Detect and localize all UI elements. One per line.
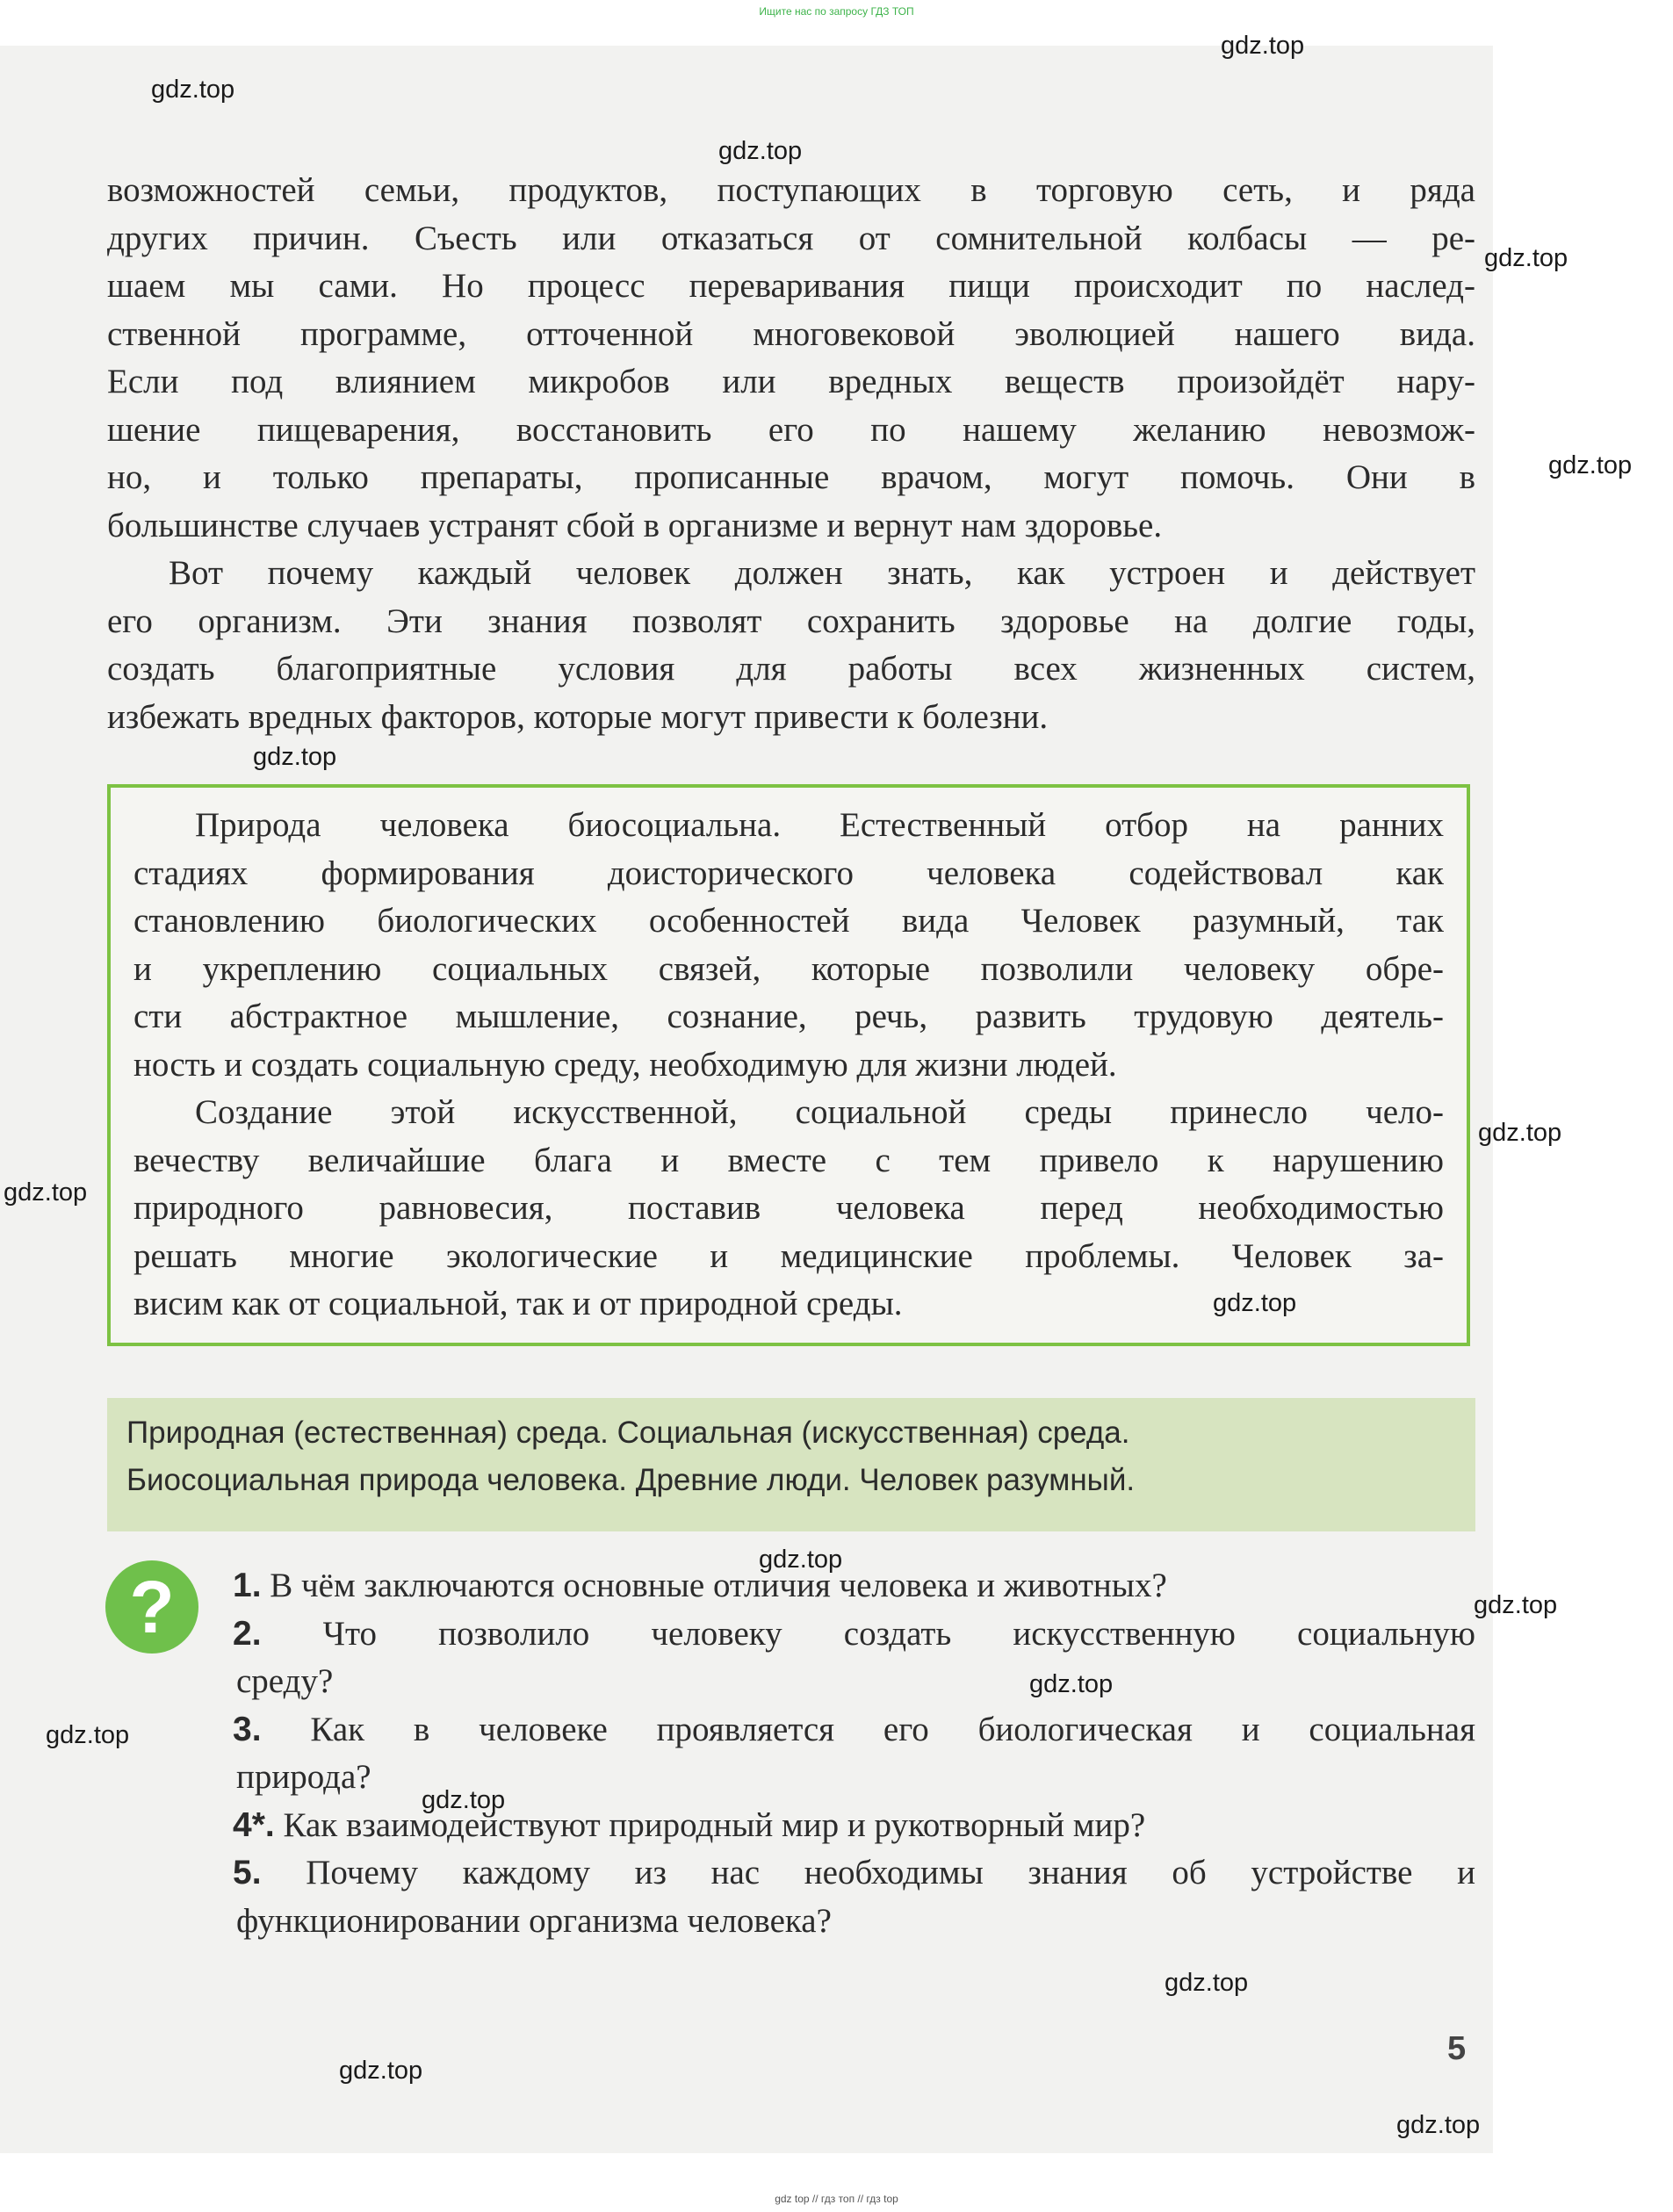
- text-line: других причин. Съесть или отказаться от сомнительной колбасы — ре-: [107, 219, 1475, 257]
- question-number: 5.: [233, 1854, 262, 1891]
- question-number: 1.: [233, 1567, 262, 1604]
- watermark: gdz.top: [253, 743, 337, 771]
- text-line: Вот почему каждый человек должен знать, как устроен и действует: [169, 554, 1475, 592]
- question-continuation: функционировании организма человека?: [236, 1901, 832, 1940]
- question-text: Почему каждому из нас необходимы знания об устройстве и: [306, 1854, 1476, 1891]
- text-line: избежать вредных факторов, которые могут привести к болезни.: [107, 697, 1049, 736]
- watermark: gdz.top: [1029, 1670, 1114, 1698]
- question-text: Как взаимодействуют природный мир и рукотворный мир?: [283, 1805, 1146, 1844]
- watermark: gdz.top: [339, 2057, 423, 2085]
- question-number: 4*.: [233, 1805, 275, 1844]
- second-paragraph: [107, 550, 1475, 741]
- question-text: Что позволило человеку создать искусственную социальную: [322, 1614, 1475, 1653]
- text-line: Создание этой искусственной, социальной среды принесло чело-: [195, 1093, 1444, 1131]
- watermark: gdz.top: [4, 1178, 88, 1207]
- text-line: возможностей семьи, продуктов, поступающих в торговую сеть, и ряда: [107, 171, 1475, 209]
- question-mark-icon: ?: [105, 1560, 198, 1654]
- watermark: gdz.top: [1221, 32, 1305, 60]
- question-item: [233, 1802, 1475, 1850]
- text-line: сти абстрактное мышление, сознание, речь, развить трудовую деятель-: [133, 998, 1444, 1035]
- watermark: gdz.top: [1478, 1119, 1562, 1147]
- watermark: gdz.top: [759, 1546, 843, 1574]
- text-line: создать благоприятные условия для работы всех жизненных систем,: [107, 650, 1475, 688]
- question-item: [233, 1849, 1475, 1898]
- text-line: стадиях формирования доисторического человека содействовал как: [133, 854, 1444, 892]
- question-item: [233, 1706, 1475, 1754]
- watermark: gdz.top: [46, 1721, 130, 1749]
- text-line: его организм. Эти знания позволят сохранить здоровье на долгие годы,: [107, 602, 1475, 640]
- question-item: [233, 1610, 1475, 1659]
- watermark: gdz.top: [151, 76, 235, 104]
- watermark: gdz.top: [1165, 1969, 1249, 1997]
- key-terms-band: [107, 1398, 1475, 1531]
- text-line: шение пищеварения, восстановить его по нашему желанию невозмож-: [107, 410, 1475, 449]
- watermark: gdz.top: [718, 137, 803, 165]
- question-number: 3.: [233, 1710, 262, 1748]
- key-terms-line: Биосоциальная природа человека. Древние люди. Человек разумный.: [126, 1463, 1136, 1497]
- text-line: вечеству величайшие блага и вместе с тем привело к нарушению: [133, 1141, 1444, 1179]
- question-text: Как в человеке проявляется его биологическая и социальная: [310, 1710, 1476, 1748]
- page-number: 5: [1447, 2030, 1467, 2067]
- watermark: gdz.top: [1484, 244, 1568, 272]
- question-number: 2.: [233, 1614, 262, 1653]
- text-line: решать многие экологические и медицинские проблемы. Человек за-: [133, 1236, 1444, 1275]
- text-line: ность и создать социальную среду, необходимую для жизни людей.: [133, 1045, 1117, 1084]
- text-line: но, и только препараты, прописанные врачом, могут помочь. Они в: [107, 458, 1475, 496]
- watermark: gdz.top: [1396, 2111, 1481, 2139]
- question-continuation: природа?: [236, 1758, 371, 1796]
- text-line: природного равновесия, поставив человека перед необходимостью: [133, 1189, 1444, 1227]
- text-line: ственной программе, отточенной многовековой эволюцией нашего вида.: [107, 314, 1475, 353]
- intro-paragraph: [107, 167, 1475, 550]
- text-line: Если под влиянием микробов или вредных веществ произойдёт нару-: [107, 363, 1475, 400]
- question-text: В чём заключаются основные отличия человека и животных?: [270, 1567, 1167, 1604]
- bottom-banner[interactable]: gdz top // гдз топ // гдз top: [775, 2193, 898, 2205]
- questions-list: [233, 1562, 1475, 1945]
- text-line: Природа человека биосоциальна. Естественный отбор на ранних: [195, 806, 1444, 844]
- watermark: gdz.top: [422, 1786, 506, 1814]
- text-line: большинстве случаев устранят сбой в организме и вернут нам здоровье.: [107, 506, 1163, 544]
- key-terms-line: Природная (естественная) среда. Социальная (искусственная) среда.: [126, 1416, 1130, 1450]
- summary-box: [107, 784, 1470, 1346]
- text-line: и укреплению социальных связей, которые позволили человеку обре-: [133, 949, 1444, 988]
- watermark: gdz.top: [1213, 1289, 1297, 1317]
- watermark: gdz.top: [1548, 451, 1633, 479]
- top-banner[interactable]: Ищите нас по запросу ГДЗ ТОП: [759, 5, 914, 18]
- question-continuation: среду?: [236, 1662, 334, 1700]
- text-line: висим как от социальной, так и от природной среды.: [133, 1285, 903, 1322]
- text-line: становлению биологических особенностей вида Человек разумный, так: [133, 902, 1444, 940]
- text-line: шаем мы сами. Но процесс переваривания пищи происходит по наслед-: [107, 267, 1475, 305]
- watermark: gdz.top: [1474, 1591, 1558, 1619]
- question-item: [233, 1562, 1475, 1610]
